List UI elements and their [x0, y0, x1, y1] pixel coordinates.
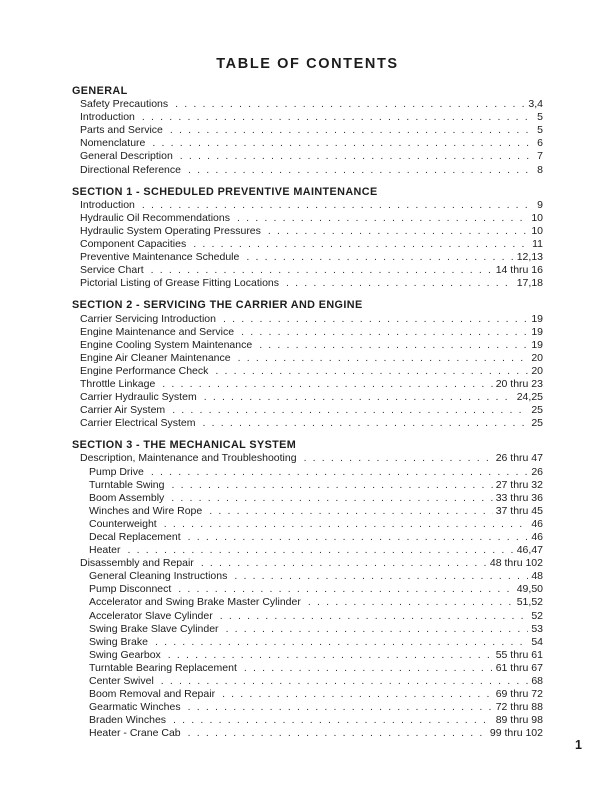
toc-content [72, 57, 543, 741]
entry-label: Pump Disconnect [89, 583, 172, 596]
entry-page: 10 [531, 211, 543, 224]
entry-label: Parts and Service [80, 124, 163, 137]
dot-leader [142, 111, 534, 124]
toc-entry [72, 199, 543, 212]
dot-leader [203, 417, 529, 430]
toc-entry [72, 391, 543, 404]
toc-entry [72, 518, 543, 531]
toc-entry [72, 662, 543, 675]
dot-leader [188, 701, 493, 714]
toc-section [72, 299, 543, 430]
section-heading: SECTION 1 - SCHEDULED PREVENTIVE MAINTENANCE [72, 185, 378, 198]
toc-entry [72, 352, 543, 365]
entry-label: Braden Winches [89, 714, 167, 727]
dot-leader [173, 714, 493, 727]
toc-entry [72, 701, 543, 714]
dot-leader [142, 199, 534, 212]
entry-label: Component Capacities [80, 238, 187, 251]
entry-page: 33 thru 36 [495, 491, 543, 504]
entry-page: 37 thru 45 [495, 504, 543, 517]
toc-entry [72, 570, 543, 583]
toc-entry [72, 610, 543, 623]
entry-page: 68 [531, 675, 543, 688]
entry-page: 10 [531, 224, 543, 237]
toc-entry [72, 98, 543, 111]
entry-label: Throttle Linkage [80, 377, 156, 390]
entry-page: 7 [537, 150, 543, 163]
entry-label: Nomenclature [80, 137, 146, 150]
entry-label: Carrier Servicing Introduction [80, 312, 216, 325]
toc-entry [72, 225, 543, 238]
dot-leader [304, 452, 493, 465]
entry-label: Decal Replacement [89, 531, 181, 543]
entry-page: 14 thru 16 [495, 264, 543, 277]
dot-leader [128, 544, 514, 557]
toc-entry [72, 417, 543, 430]
entry-label: General Description [80, 150, 173, 163]
toc-entry [72, 264, 543, 277]
dot-leader [286, 277, 514, 290]
dot-leader [223, 313, 528, 326]
dot-leader [209, 505, 492, 518]
dot-leader [172, 404, 528, 417]
toc-entry [72, 238, 543, 251]
toc-entry [72, 164, 543, 177]
entry-label: Introduction [80, 111, 135, 124]
entry-page: 61 thru 67 [495, 661, 543, 674]
toc-entry [72, 404, 543, 417]
entry-label: Pump Drive [89, 465, 144, 478]
toc-entry [72, 557, 543, 570]
entry-page: 26 [531, 465, 543, 478]
toc-entry [72, 636, 543, 649]
entry-page: 55 thru 61 [495, 648, 543, 661]
dot-leader [268, 225, 528, 238]
toc-sections [72, 85, 543, 741]
dot-leader [180, 150, 534, 163]
entry-label: Directional Reference [80, 163, 181, 176]
dot-leader [171, 492, 492, 505]
entry-label: Counterweight [89, 517, 157, 530]
entry-page: 19 [531, 338, 543, 351]
entry-page: 24,25 [516, 391, 543, 404]
entry-label: Swing Brake [89, 635, 148, 648]
entry-page: 46 [531, 517, 543, 530]
dot-leader [215, 365, 528, 378]
toc-entry [72, 727, 543, 740]
entry-page: 5 [537, 124, 543, 137]
toc-entry [72, 531, 543, 544]
toc-section [72, 439, 543, 740]
dot-leader [201, 557, 487, 570]
entry-label: Engine Performance Check [80, 364, 209, 377]
dot-leader [168, 649, 493, 662]
entry-label: Carrier Electrical System [80, 417, 196, 430]
toc-entry [72, 714, 543, 727]
entry-page: 69 thru 72 [495, 688, 543, 701]
page-title: TABLE OF CONTENTS [216, 56, 399, 72]
dot-leader [161, 675, 529, 688]
entry-label: Winches and Wire Rope [89, 504, 203, 517]
entry-page: 9 [537, 198, 543, 211]
section-entries [72, 199, 543, 291]
toc-entry [72, 596, 543, 609]
toc-entry [72, 675, 543, 688]
toc-entry [72, 378, 543, 391]
entry-label: Accelerator and Swing Brake Master Cylinder [89, 596, 301, 609]
entry-label: Engine Air Cleaner Maintenance [80, 351, 231, 364]
dot-leader [188, 164, 534, 177]
dot-leader [178, 583, 513, 596]
toc-entry [72, 313, 543, 326]
entry-label: Turntable Bearing Replacement [89, 661, 237, 674]
entry-label: Safety Precautions [80, 98, 169, 111]
entry-label: Description, Maintenance and Troubleshooting [80, 452, 297, 465]
entry-label: Center Swivel [89, 675, 154, 688]
dot-leader [204, 391, 514, 404]
entry-page: 20 [531, 364, 543, 377]
dot-leader [220, 610, 529, 623]
toc-entry [72, 649, 543, 662]
entry-page: 51,52 [516, 596, 543, 609]
entry-page: 26 thru 47 [495, 452, 543, 465]
section-heading: SECTION 3 - THE MECHANICAL SYSTEM [72, 439, 297, 452]
entry-page: 5 [537, 111, 543, 124]
toc-entry [72, 212, 543, 225]
toc-entry [72, 326, 543, 339]
entry-label: Boom Removal and Repair [89, 688, 216, 701]
toc-entry [72, 479, 543, 492]
dot-leader [244, 662, 493, 675]
entry-label: Swing Brake Slave Cylinder [89, 622, 219, 635]
entry-label: Engine Cooling System Maintenance [80, 338, 253, 351]
entry-label: Swing Gearbox [89, 648, 161, 661]
entry-page: 49,50 [516, 583, 543, 596]
toc-entry [72, 137, 543, 150]
entry-page: 48 thru 102 [489, 557, 543, 570]
dot-leader [238, 352, 529, 365]
entry-page: 52 [531, 609, 543, 622]
toc-entry [72, 623, 543, 636]
entry-page: 19 [531, 312, 543, 325]
entry-label: Boom Assembly [89, 491, 165, 504]
entry-label: Service Chart [80, 264, 144, 277]
entry-label: Accelerator Slave Cylinder [89, 609, 213, 622]
entry-page: 25 [531, 404, 543, 417]
dot-leader [188, 531, 529, 544]
toc-entry [72, 365, 543, 378]
entry-label: Pictorial Listing of Grease Fitting Locations [80, 277, 280, 290]
entry-page: 8 [537, 163, 543, 176]
dot-leader [226, 623, 529, 636]
toc-entry [72, 111, 543, 124]
dot-leader [234, 570, 528, 583]
entry-page: 11 [532, 238, 543, 251]
dot-leader [246, 251, 513, 264]
dot-leader [152, 137, 534, 150]
toc-entry [72, 544, 543, 557]
entry-page: 17,18 [516, 277, 543, 290]
entry-label: General Cleaning Instructions [89, 570, 228, 583]
toc-entry [72, 583, 543, 596]
entry-label: Gearmatic Winches [89, 701, 181, 714]
entry-label: Introduction [80, 198, 135, 211]
entry-label: Hydraulic System Operating Pressures [80, 224, 261, 237]
toc-entry [72, 150, 543, 163]
toc-entry [72, 688, 543, 701]
section-entries [72, 98, 543, 177]
dot-leader [164, 518, 529, 531]
entry-label: Engine Maintenance and Service [80, 325, 235, 338]
toc-entry [72, 452, 543, 465]
entry-page: 89 thru 98 [495, 714, 543, 727]
entry-page: 53 [531, 622, 543, 635]
entry-label: Carrier Air System [80, 404, 166, 417]
toc-section [72, 85, 543, 177]
dot-leader [241, 326, 528, 339]
entry-page: 54 [531, 635, 543, 648]
page-number: 1 [575, 738, 582, 752]
dot-leader [222, 688, 493, 701]
toc-entry [72, 492, 543, 505]
entry-page: 19 [531, 325, 543, 338]
entry-page: 48 [531, 570, 543, 583]
entry-label: Disassembly and Repair [80, 557, 194, 570]
entry-page: 20 thru 23 [495, 377, 543, 390]
entry-page: 72 thru 88 [495, 701, 543, 714]
dot-leader [155, 636, 528, 649]
entry-page: 25 [531, 417, 543, 430]
toc-entry [72, 466, 543, 479]
entry-page: 12,13 [516, 251, 543, 264]
dot-leader [175, 98, 525, 111]
entry-page: 99 thru 102 [489, 727, 543, 740]
dot-leader [308, 596, 514, 609]
entry-page: 20 [531, 351, 543, 364]
section-heading: GENERAL [72, 85, 128, 97]
section-heading: SECTION 2 - SERVICING THE CARRIER AND ENGINE [72, 299, 363, 312]
entry-label: Preventive Maintenance Schedule [80, 251, 240, 264]
toc-entry [72, 251, 543, 264]
entry-page: 3,4 [528, 98, 543, 111]
entry-label: Heater - Crane Cab [89, 727, 181, 740]
entry-page: 6 [537, 137, 543, 150]
toc-section [72, 186, 543, 291]
section-entries [72, 313, 543, 431]
dot-leader [151, 264, 493, 277]
entry-page: 27 thru 32 [495, 478, 543, 491]
dot-leader [193, 238, 529, 251]
dot-leader [237, 212, 528, 225]
toc-entry [72, 277, 543, 290]
dot-leader [171, 479, 492, 492]
dot-leader [259, 339, 528, 352]
dot-leader [188, 727, 487, 740]
entry-page: 46 [531, 531, 543, 543]
toc-entry [72, 339, 543, 352]
entry-label: Turntable Swing [89, 478, 165, 491]
toc-entry [72, 124, 543, 137]
dot-leader [170, 124, 534, 137]
toc-entry [72, 505, 543, 518]
entry-label: Heater [89, 544, 121, 557]
entry-page: 46,47 [516, 544, 543, 557]
entry-label: Hydraulic Oil Recommendations [80, 211, 230, 224]
entry-label: Carrier Hydraulic System [80, 391, 197, 404]
section-entries [72, 452, 543, 740]
dot-leader [151, 466, 528, 479]
dot-leader [162, 378, 492, 391]
